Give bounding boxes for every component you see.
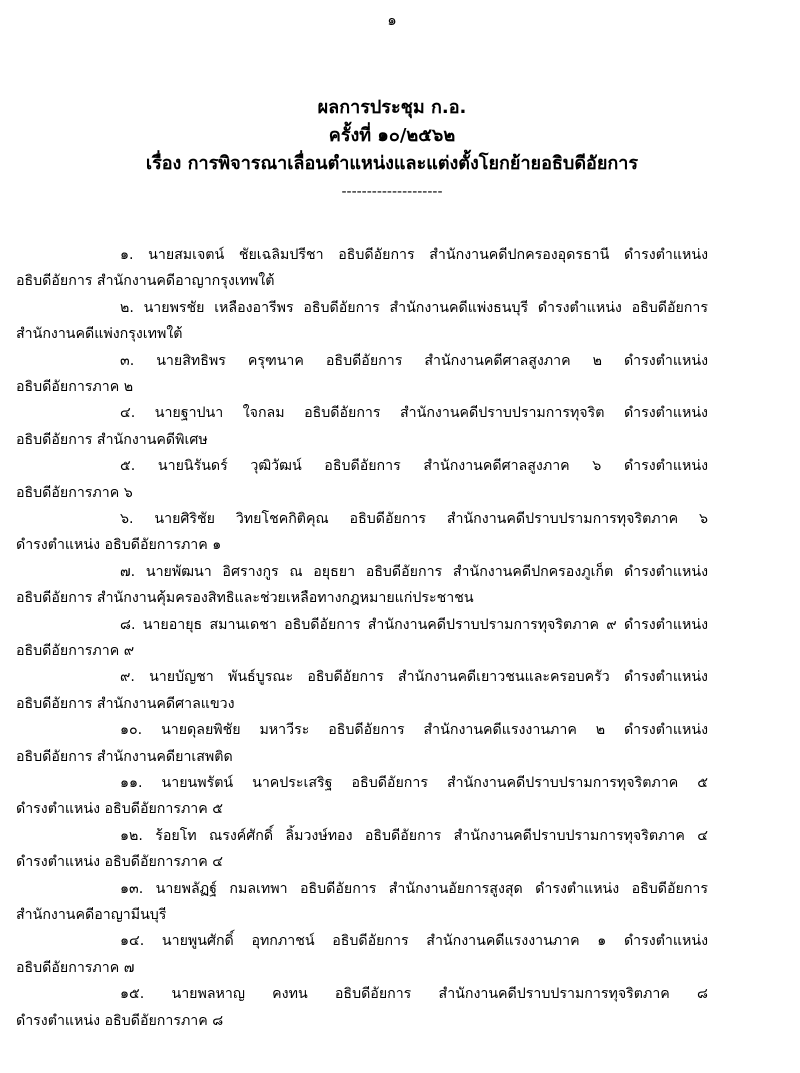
item-first-line: ๓. นายสิทธิพร ครุฑนาค อธิบดีอัยการ สำนักงานคดีศาลสูงภาค ๒ ดำรงตำแหน่ง — [120, 352, 708, 369]
item-second-line: สำนักงานคดีแพ่งกรุงเทพใต้ — [16, 326, 183, 343]
item-second-line: ดำรงตำแหน่ง อธิบดีอัยการภาค ๑ — [16, 537, 222, 554]
item-first-line: ๔. นายฐาปนา ใจกลม อธิบดีอัยการ สำนักงานคดีปราบปรามการทุจริต ดำรงตำแหน่ง — [120, 405, 708, 422]
list-item — [16, 612, 708, 665]
list-item — [16, 928, 708, 981]
item-first-line: ๘. นายอายุธ สมานเดชา อธิบดีอัยการ สำนักงานคดีปราบปรามการทุจริตภาค ๙ ดำรงตำแหน่ง — [120, 616, 708, 633]
list-item — [16, 348, 708, 401]
item-first-line: ๑. นายสมเจตน์ ชัยเฉลิมปรีชา อธิบดีอัยการ สำนักงานคดีปกครองอุดรธานี ดำรงตำแหน่ง — [120, 247, 708, 263]
header-subject: เรื่อง การพิจารณาเลื่อนตำแหน่งและแต่งตั้งโยกย้ายอธิบดีอัยการ — [145, 153, 639, 174]
item-first-line: ๕. นายนิรันดร์ วุฒิวัฒน์ อธิบดีอัยการ สำนักงานคดีศาลสูงภาค ๖ ดำรงตำแหน่ง — [120, 458, 708, 475]
list-item — [16, 400, 708, 453]
item-second-line: อธิบดีอัยการภาค ๒ — [16, 379, 134, 395]
item-second-line: ดำรงตำแหน่ง อธิบดีอัยการภาค ๕ — [16, 801, 224, 818]
item-second-line: อธิบดีอัยการภาค ๖ — [16, 484, 133, 501]
document-header — [16, 94, 708, 202]
list-item — [16, 242, 708, 295]
header-meeting-number: ครั้งที่ ๑๐/๒๕๖๒ — [328, 125, 456, 146]
appointment-list — [16, 242, 708, 1034]
item-second-line: ดำรงตำแหน่ง อธิบดีอัยการภาค ๔ — [16, 854, 224, 871]
item-first-line: ๒. นายพรชัย เหลืองอารีพร อธิบดีอัยการ สำนักงานคดีแพ่งธนบุรี ดำรงตำแหน่ง อธิบดีอัยการ — [120, 299, 708, 316]
page-number: ๑ — [387, 11, 397, 29]
list-item — [16, 295, 708, 348]
item-second-line: อธิบดีอัยการ สำนักงานคดีพิเศษ — [16, 431, 208, 448]
list-item — [16, 876, 708, 929]
item-first-line: ๑๔. นายพูนศักดิ์ อุทกภาชน์ อธิบดีอัยการ สำนักงานคดีแรงงานภาค ๑ ดำรงตำแหน่ง — [120, 933, 708, 950]
list-item — [16, 559, 708, 612]
header-divider: -------------------- — [341, 184, 443, 200]
item-first-line: ๗. นายพัฒนา อิศรางกูร ณ อยุธยา อธิบดีอัยการ สำนักงานคดีปกครองภูเก็ต ดำรงตำแหน่ง — [120, 563, 708, 580]
list-item — [16, 981, 708, 1034]
item-second-line: อธิบดีอัยการ สำนักงานคดีศาลแขวง — [16, 695, 235, 712]
item-second-line: อธิบดีอัยการ สำนักงานคดียาเสพติด — [16, 748, 233, 765]
list-item — [16, 770, 708, 823]
item-first-line: ๑๓. นายพลัฏฐ์ กมลเทพา อธิบดีอัยการ สำนักงานอัยการสูงสุด ดำรงตำแหน่ง อธิบดีอัยการ — [120, 880, 708, 897]
item-second-line: สำนักงานคดีอาญามีนบุรี — [16, 906, 167, 923]
item-first-line: ๑๐. นายดุลยพิชัย มหาวีระ อธิบดีอัยการ สำนักงานคดีแรงงานภาค ๒ ดำรงตำแหน่ง — [120, 722, 708, 739]
item-first-line: ๑๒. ร้อยโท ณรงค์ศักดิ์ ลิ้มวงษ์ทอง อธิบดีอัยการ สำนักงานคดีปราบปรามการทุจริตภาค ๔ — [120, 827, 708, 844]
item-second-line: อธิบดีอัยการภาค ๙ — [16, 642, 135, 659]
list-item — [16, 717, 708, 770]
item-first-line: ๙. นายบัญชา พันธ์บูรณะ อธิบดีอัยการ สำนักงานคดีเยาวชนและครอบครัว ดำรงตำแหน่ง — [120, 669, 708, 686]
list-item — [16, 453, 708, 506]
item-first-line: ๑๑. นายนพรัตน์ นาคประเสริฐ อธิบดีอัยการ สำนักงานคดีปราบปรามการทุจริตภาค ๕ — [120, 774, 708, 791]
list-item — [16, 664, 708, 717]
item-first-line: ๖. นายศิริชัย วิทยโชคกิติคุณ อธิบดีอัยการ สำนักงานคดีปราบปรามการทุจริตภาค ๖ — [120, 510, 708, 527]
header-title: ผลการประชุม ก.อ. — [317, 97, 467, 118]
list-item — [16, 823, 708, 876]
item-second-line: ดำรงตำแหน่ง อธิบดีอัยการภาค ๘ — [16, 1012, 224, 1029]
item-first-line: ๑๕. นายพลหาญ คงทน อธิบดีอัยการ สำนักงานคดีปราบปรามการทุจริตภาค ๘ — [120, 986, 708, 1003]
item-second-line: อธิบดีอัยการ สำนักงานคดีอาญากรุงเทพใต้ — [16, 273, 275, 290]
list-item — [16, 506, 708, 559]
item-second-line: อธิบดีอัยการ สำนักงานคุ้มครองสิทธิและช่วยเหลือทางกฎหมายแก่ประชาชน — [16, 590, 474, 607]
item-second-line: อธิบดีอัยการภาค ๗ — [16, 959, 135, 976]
